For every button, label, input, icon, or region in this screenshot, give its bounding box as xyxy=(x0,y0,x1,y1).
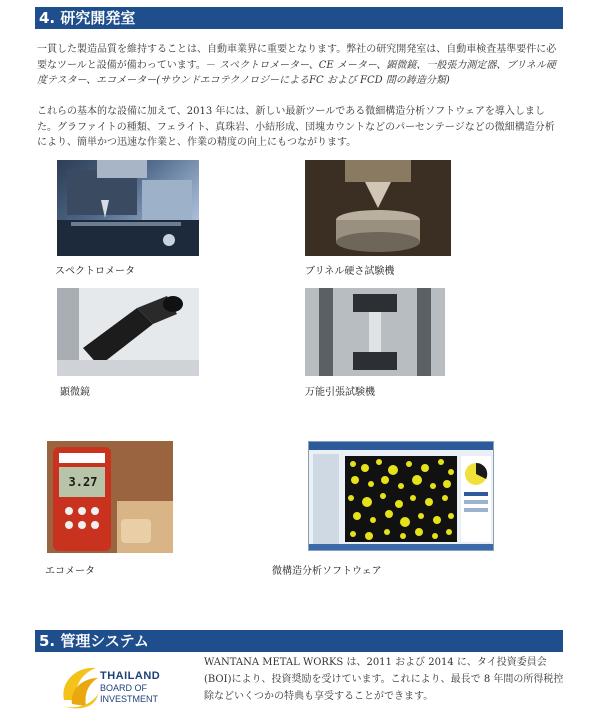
ecometer-display-value: 3.27 xyxy=(68,475,98,489)
section-4-paragraph-2: これらの基本的な設備に加えて、2013 年には、新しい最新ツールである微細構造分析ソフトウェアを導入しました。グラファイトの種類、フェライト、真珠岩、小結形成、団塊カウントなどのパーセンテージなどの微細構造分析により、簡単かつ迅速な作業と、作業の精度の向上にもつながります。 xyxy=(37,106,555,148)
para1-equipment-list: スペクトロメーター、CE メーター、顕微鏡、一般張力測定器、ブリネル硬度テスター、エコメーター(サウンドエコテクノロジーによるFC および FCD 間の鋳造分類) xyxy=(37,59,556,86)
spectrometer-caption: スペクトロメータ xyxy=(55,266,135,277)
tensile-caption: 万能引張試験機 xyxy=(305,387,375,398)
para1-main-text: 一貫した製造品質を維持することは、自動車業界に重要となります。弊社の研究開発室は、自動車検査基準要件に必要なツールと設備が備わっています。－ xyxy=(37,44,557,71)
boi-logo-line-1: THAILAND xyxy=(100,670,161,682)
boi-logo xyxy=(58,660,176,712)
software-screenshot xyxy=(308,441,494,551)
section-5-paragraph: WANTANA METAL WORKS は、2011 および 2014 に、タイ投資委員会 (BOI)により、投資奨励を受けています。これにより、最長で 8 年間の所得税控除などいくつかの特典も享受することができます。 xyxy=(204,657,564,702)
section-4-header: 4. 研究開発室 xyxy=(35,7,563,29)
boi-logo-line-2: BOARD OF xyxy=(100,683,148,693)
ecometer-photo xyxy=(47,441,173,553)
ecometer-caption: エコメータ xyxy=(45,566,95,577)
brinell-tester-photo xyxy=(305,160,451,256)
microscope-caption: 顕微鏡 xyxy=(60,387,90,398)
spectrometer-photo xyxy=(57,160,199,256)
section-4-paragraph-1 xyxy=(37,42,563,89)
microscope-photo xyxy=(57,288,199,376)
section-5-header: 5. 管理システム xyxy=(35,630,563,652)
software-caption: 微構造分析ソフトウェア xyxy=(272,566,382,577)
brinell-caption: ブリネル硬さ試験機 xyxy=(305,266,395,277)
tensile-tester-photo xyxy=(305,288,445,376)
boi-logo-line-3: INVESTMENT xyxy=(100,694,159,704)
